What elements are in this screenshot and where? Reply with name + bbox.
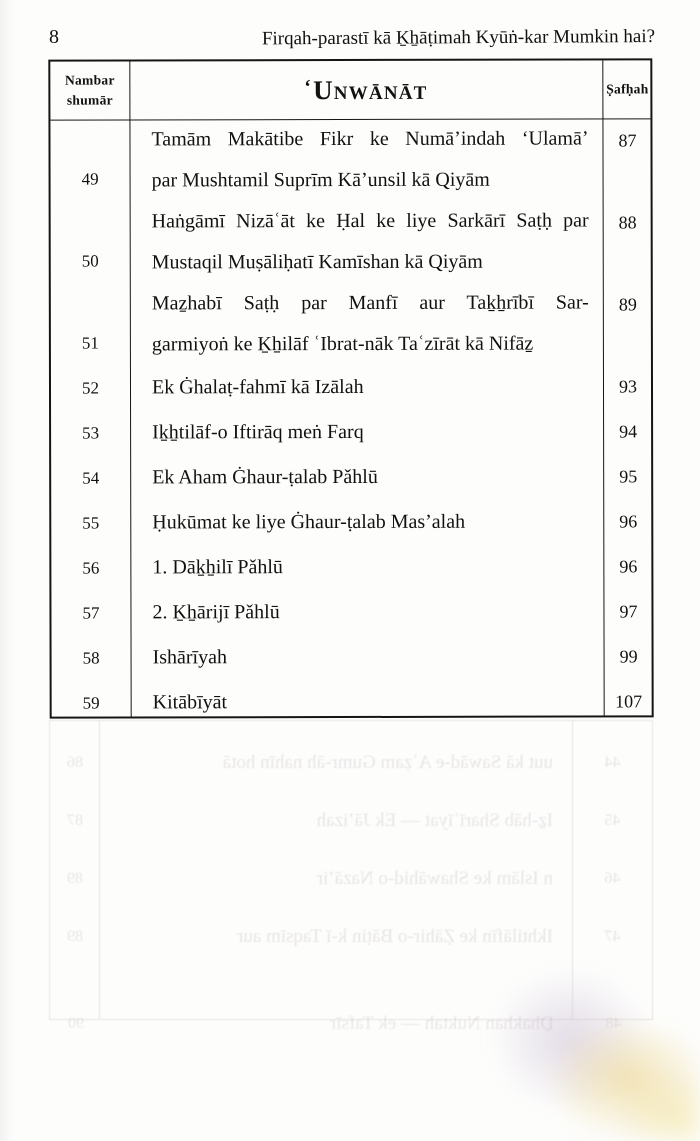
row-title: Ḥukūmat ke liye Ġhaur-ṭalab Mas’alah <box>152 510 466 534</box>
table-row <box>51 282 651 365</box>
row-title: Kitābīyāt <box>152 691 228 714</box>
table-row <box>51 499 651 545</box>
table-body <box>50 118 651 716</box>
row-number: 55 <box>82 513 100 533</box>
table-row <box>51 200 651 283</box>
row-title: 2. Ḵẖārijī Pǎhlū <box>152 601 280 624</box>
row-title-line: Tamām Makātibe Fikr ke Numā’indah ‘Ulamā’ <box>151 127 589 151</box>
table-row <box>51 589 651 635</box>
row-number: 50 <box>81 251 99 271</box>
row-number: 58 <box>82 648 100 668</box>
table-row <box>52 679 652 725</box>
row-title: Ek Aham Ġhaur-ṭalab Pǎhlū <box>152 465 378 489</box>
table-row <box>50 118 650 201</box>
row-page-number: 96 <box>619 556 638 577</box>
row-title-line: Mustaqil Muṣāliḥatī Kamīshan kā Qiyām <box>151 250 483 274</box>
row-page-number: 94 <box>619 421 638 442</box>
row-number: 56 <box>82 558 100 578</box>
table-of-contents <box>48 58 653 718</box>
table-row <box>51 454 651 500</box>
row-title-line: Haṅgāmī Nizāʿāt ke Ḥal ke liye Sarkārī Saṭḥ par <box>151 209 589 233</box>
row-title-line: Maẕhabī Saṭḥ par Manfī aur Taḵẖrībī Sar- <box>151 291 589 315</box>
row-number: 49 <box>81 169 99 189</box>
row-number: 53 <box>82 423 100 443</box>
column-header-title <box>129 60 602 119</box>
row-number: 52 <box>81 378 100 398</box>
running-head-title: Firqah-parastī kā Ḵẖāṭimah Kyūṅ-kar Mumkin hai? <box>261 26 656 50</box>
running-head <box>0 22 700 56</box>
row-title: Ek Ġhalaṭ-fahmī kā Izālah <box>151 375 364 399</box>
row-page-number: 96 <box>619 511 638 532</box>
table-row <box>51 544 651 590</box>
row-page-number: 93 <box>618 376 638 397</box>
folio-page-number: 8 <box>49 26 60 48</box>
row-page-number: 87 <box>618 130 637 151</box>
row-page-number: 99 <box>619 646 638 667</box>
row-page-number: 88 <box>618 212 637 233</box>
row-number: 59 <box>82 693 100 713</box>
row-title: Ishārīyah <box>152 646 228 669</box>
row-title <box>130 200 603 283</box>
table-row <box>52 634 652 680</box>
row-number: 51 <box>81 333 99 353</box>
row-title: Iḵẖtilāf-o Iftirāq meṅ Farq <box>152 420 364 444</box>
column-header-page: Ṣafḥah <box>606 81 649 97</box>
row-page-number: 95 <box>619 466 638 487</box>
column-header-number <box>50 61 129 119</box>
row-title-line: par Mushtamil Suprīm Kā’unsil kā Qiyām <box>151 168 490 192</box>
row-number: 57 <box>82 603 100 623</box>
ayn-glyph: ‘ <box>304 76 313 99</box>
table-row <box>51 364 651 410</box>
row-title-line: garmiyoṅ ke Ḵẖilāf ʿIbrat-nāk Taʿzīrāt kā Nifāẕ <box>151 332 534 356</box>
column-header-number-line1: Nambar <box>64 72 115 88</box>
row-page-number: 97 <box>619 601 638 622</box>
row-page-number: 107 <box>615 691 643 712</box>
row-page-number: 89 <box>618 294 637 315</box>
row-title: 1. Dāḵẖilī Pǎhlū <box>152 556 283 579</box>
table-row <box>51 409 651 455</box>
row-title <box>129 118 602 201</box>
row-title <box>130 282 603 365</box>
row-number: 54 <box>82 468 100 488</box>
column-header-title-text: Unwānāt <box>313 74 428 105</box>
column-header-number-line2: shumār <box>66 92 113 108</box>
